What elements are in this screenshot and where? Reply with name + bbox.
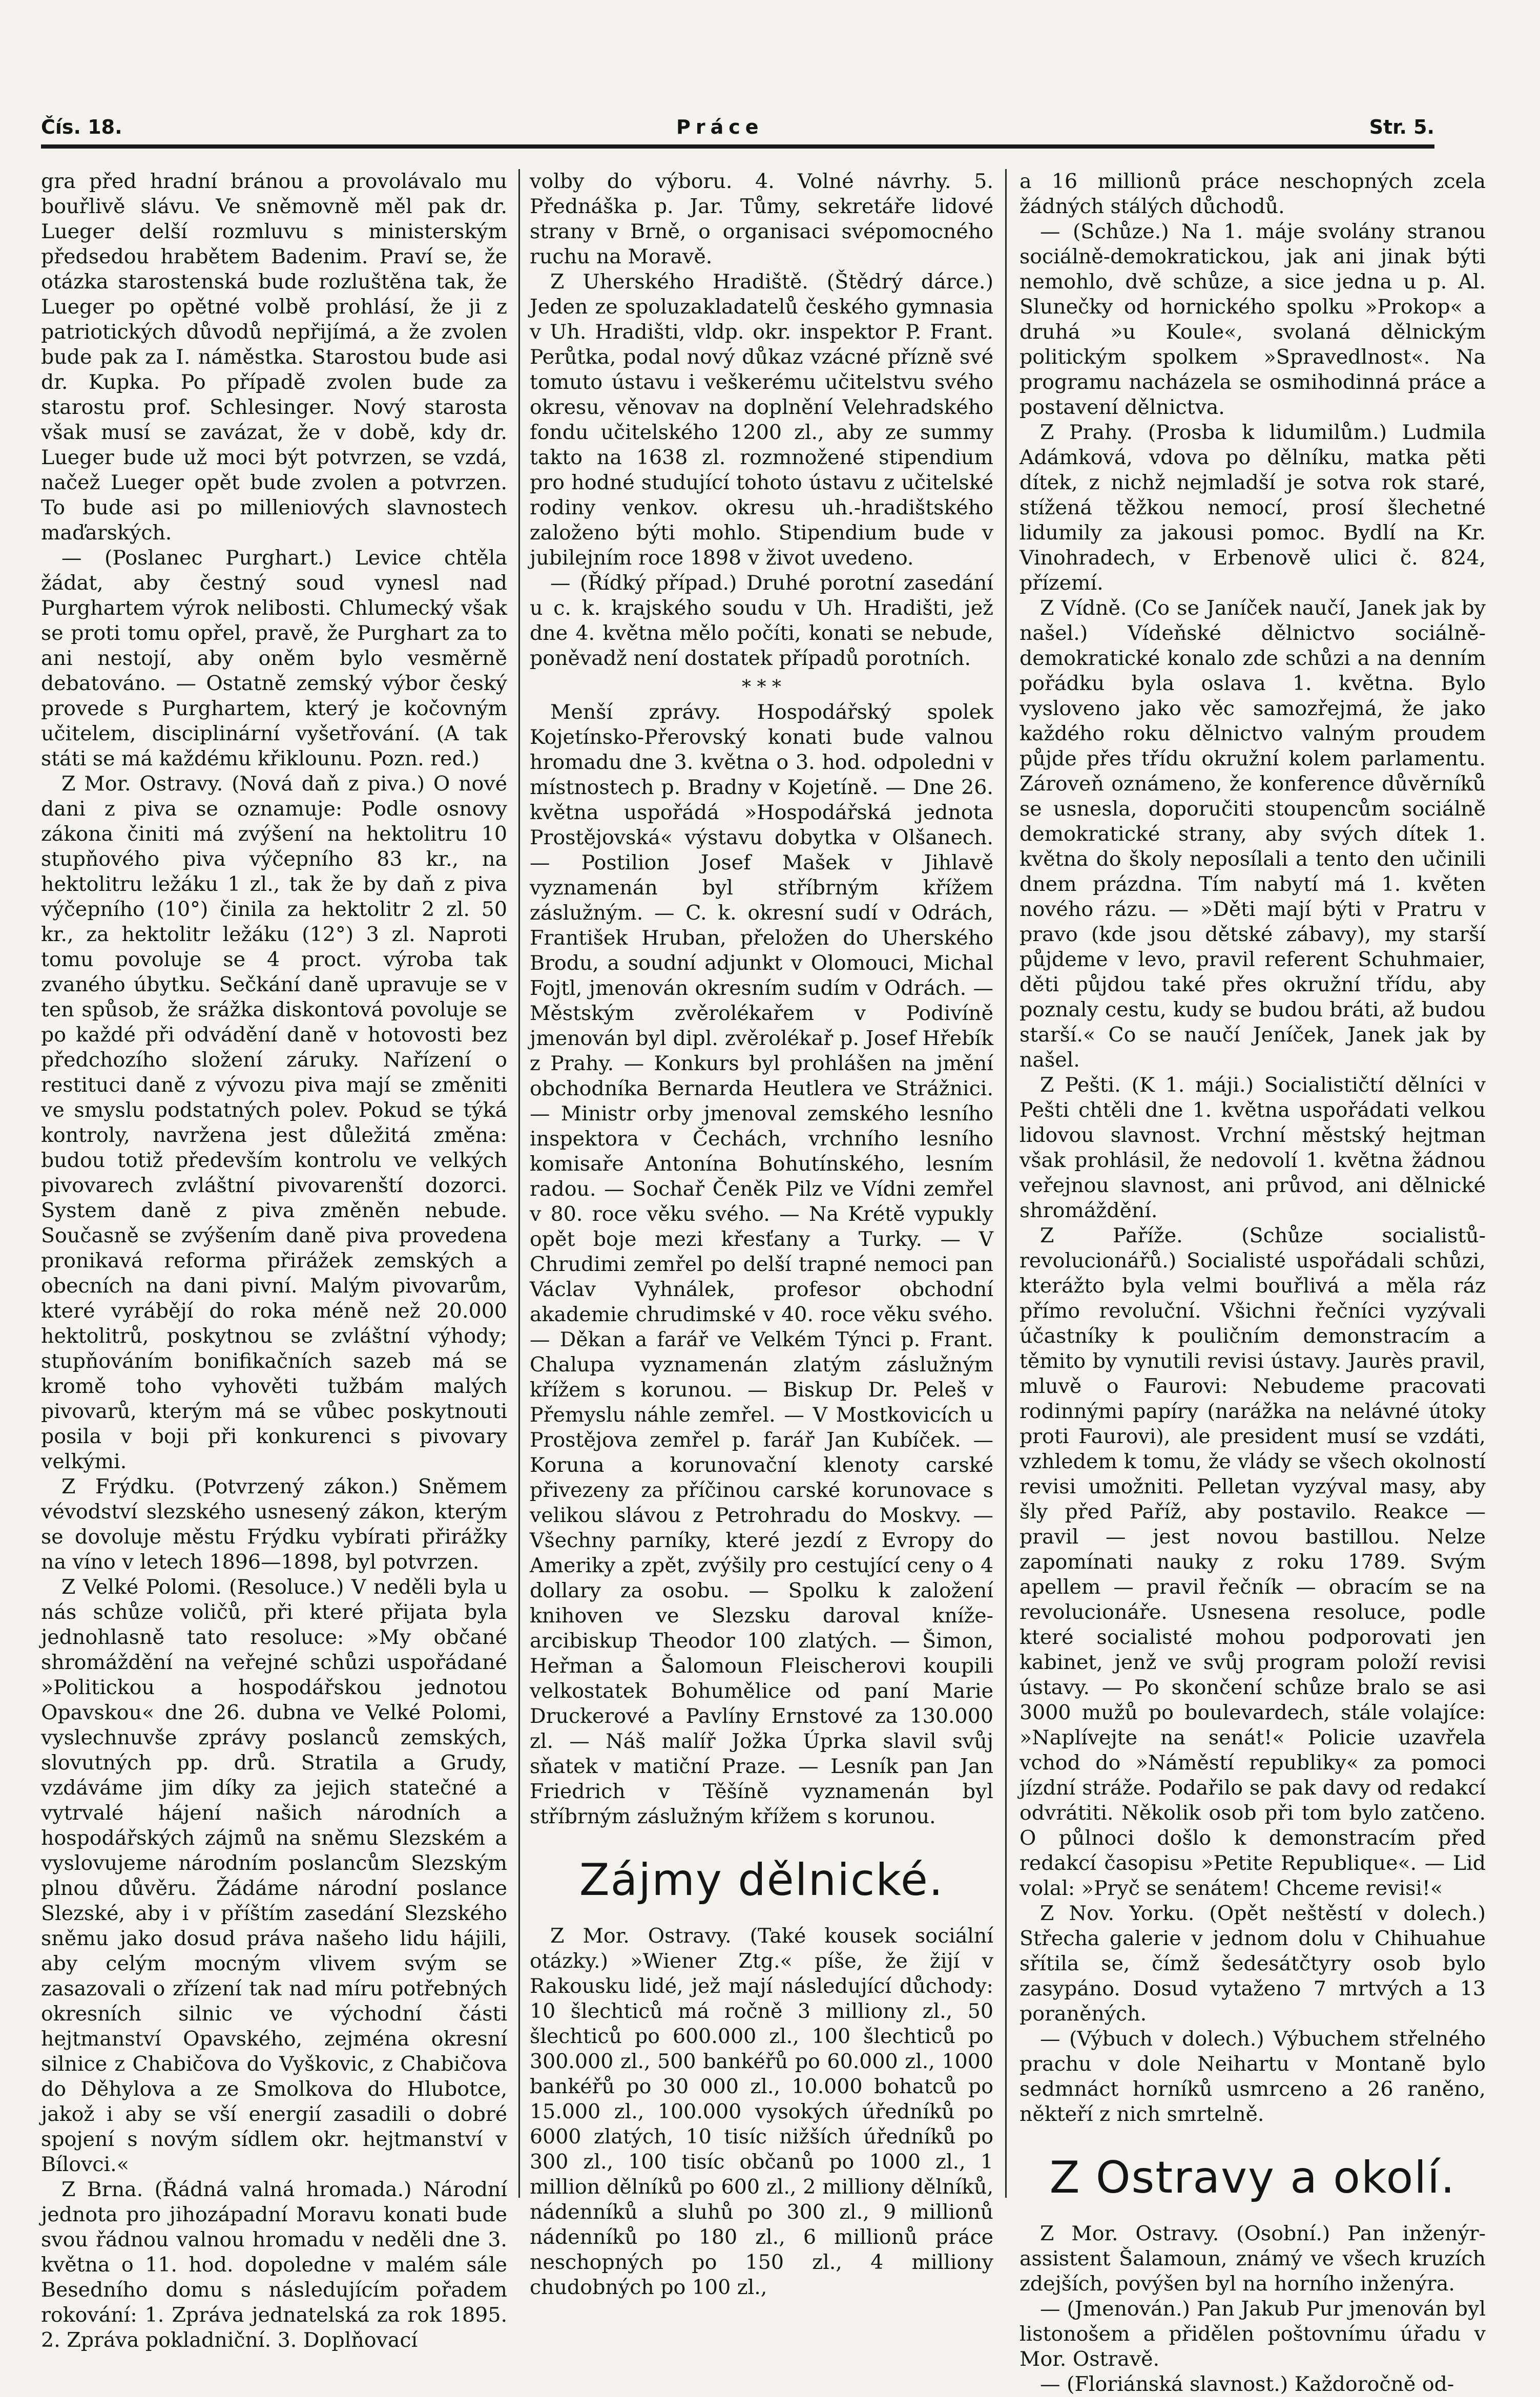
page-header [41,113,1434,143]
article-paragraph: — (Výbuch v dolech.) Výbuchem střelného prachu v dole Neihartu v Montaně bylo sedmnáct horníků usmrceno a 26 raněno, někteří z nich smrtelně. [1019,2027,1486,2126]
article-paragraph: Z Prahy. (Prosba k lidumilům.) Ludmila Adámková, vdova po dělníku, matka pěti dítek, z nichž nejmladší je sotva rok staré, stížená těžkou nemocí, prosí šlechetné lidumily za jakousi pomoc. Bydlí na Kr. Vinohradech, v Erbenově ulici č. 824, přízemí. [1019,421,1486,595]
article-paragraph: — (Poslanec Purghart.) Levice chtěla žádat, aby čestný soud vynesl nad Purghartem výrok nelibosti. Chlumecký však se proti tomu opřel, pravě, že Purghart za to ani nestojí, aby oněm bylo vesměrně debatováno. — Ostatně zemský výbor český provede s Purghartem, který je kočovným učitelem, disciplinární vyšetřování. (A tak státi se má každému křiklounu. Pozn. red.) [41,546,507,770]
article-paragraph: Z Frýdku. (Potvrzený zákon.) Sněmem vévodství slezského usnesený zákon, kterým se dovoluje městu Frýdku vybírati přirážky na víno v letech 1896—1898, byl potvrzen. [41,1475,507,1574]
article-paragraph: Z Velké Polomi. (Resoluce.) V neděli byla u nás schůze voličů, při které přijata byla jednohlasně tato resoluce: »My občané shromáždění na veřejné schůzi uspořádané »Politickou a hospodářskou jednotou Opavskou« dne 26. dubna ve Velké Polomi, vyslechnuvše zprávy poslanců zemských, slovutných pp. drů. Stratila a Grudy, vzdáváme jim díky za jejich statečné a vytrvalé hájení našich národních a hospodářských zájmů na sněmu Slezském a vyslovujeme národním poslancům Slezským plnou důvěru. Žádáme národní poslance Slezské, aby i v příštím zasedání Slezského sněmu jako dosud práva našeho lidu hájili, aby celým mocným vlivem svým se zasazovali o zřízení tak nad míru potřebných okresních silnic ve východní části hejtmanství Opavského, zejména okresní silnice z Chabičova do Vyškovic, z Chabičova do Děhylova a ze Smolkova do Hlubotce, jakož i aby se vší energií zasadili o dobré spojení s novým sídlem okr. hejtmanství v Bílovci.« [41,1575,507,2176]
article-paragraph: Z Mor. Ostravy. (Také kousek sociální otázky.) »Wiener Ztg.« píše, že žijí v Rakousku lidé, jež mají následující důchody: 10 šlechticů má ročně 3 milliony zl., 50 šlechticů po 600.000 zl., 100 šlechticů po 300.000 zl., 500 bankéřů po 60.000 zl., 1000 bankéřů po 30 000 zl., 10.000 bohatců po 15.000 zl., 100.000 vysokých úředníků po 6000 zlatých, 10 tisíc nižších úředníků po 300 zl., 100 tisíc občanů po 1000 zl., 1 million dělníků po 600 zl., 2 milliony dělníků, nádenníků a sluhů po 300 zl., 9 millionů nádenníků po 180 zl., 6 millionů práce neschopných po 150 zl., 4 milliony chudobných po 100 zl., [530,1924,993,2299]
article-paragraph: Menší zprávy. Hospodářský spolek Kojetínsko-Přerovský konati bude valnou hromadu dne 3. května o 3. hod. odpoledni v místnostech p. Bradny v Kojetíně. — Dne 26. května uspořádá »Hospodářská jednota Prostějovská« výstavu dobytka v Olšanech. — Postilion Josef Mašek v Jihlavě vyznamenán byl stříbrným křížem záslužným. — C. k. okresní sudí v Odrách, František Hruban, přeložen do Uherského Brodu, a soudní adjunkt v Olomouci, Michal Fojtl, jmenován okresním sudím v Odrách. — Městským zvěrolékařem v Podivíně jmenován byl dipl. zvěrolékař p. Josef Hřebík z Prahy. — Konkurs byl prohlášen na jmění obchodníka Bernarda Heutlera ve Strážnici. — Ministr orby jmenoval zemského lesního inspektora v Čechách, vrchního lesního komisaře Antonína Bohutínského, lesním radou. — Sochař Čeněk Pilz ve Vídni zemřel v 80. roce věku svého. — Na Krétě vypukly opět boje mezi křesťany a Turky. — V Chrudimi zemřel po delší trapné nemoci pan Václav Vyhnálek, profesor obchodní akademie chrudimské v 40. roce věku svého. — Děkan a farář ve Velkém Týnci p. Frant. Chalupa vyznamenán zlatým záslužným křížem s korunou. — Biskup Dr. Peleš v Přemyslu náhle zemřel. — V Mostkovicích u Prostějova zemřel p. farář Jan Kubíček. — Koruna a korunovační klenoty carské přivezeny za příčinou carské korunovace s velikou slávou z Petrohradu do Moskvy. — Všechny parníky, které jezdí z Evropy do Ameriky a zpět, zvýšily pro cestující ceny o 4 dollary za osobu. — Spolku k založení knihoven ve Slezsku daroval kníže-arcibiskup Theodor 100 zlatých. — Šimon, Heřman a Šalomoun Fleischerovi koupili velkostatek Bohumělice od paní Marie Druckerové a Pavlíny Ernstové za 130.000 zl. — Náš malíř Jožka Úprka slavil svůj sňatek v matiční Praze. — Lesník pan Jan Friedrich v Těšíně vyznamenán byl stříbrným záslužným křížem s korunou. [530,700,993,1828]
issue-number: Čís. 18. [41,116,122,138]
header-rule [41,144,1434,149]
article-paragraph: — (Schůze.) Na 1. máje svolány stranou sociálně-demokratickou, jak ani jinak býti nemohlo, dvě schůze, a sice jedna u p. Al. Slunečky od hornického spolku »Prokop« a druhá »u Koule«, svolaná dělnickým politickým spolkem »Spravedlnost«. Na programu nacházela se osmihodinná práce a postavení dělnictva. [1019,220,1486,419]
article-paragraph: Z Brna. (Řádná valná hromada.) Národní jednota pro jihozápadní Moravu konati bude svou řádnou valnou hromadu v neděli dne 3. května o 11. hod. dopoledne v malém sále Besedního domu s následujícím pořadem rokování: 1. Zpráva jednatelská za rok 1895. 2. Zpráva pokladniční. 3. Doplňovací [41,2178,507,2352]
section-heading: Z Ostravy a okolí. [1049,2152,1456,2203]
article-paragraph: Z Nov. Yorku. (Opět neštěstí v dolech.) Střecha galerie v jednom dolu v Chihuahue sřítila se, čímž šedesátčtyry osob bylo zasypáno. Dosud vytaženo 7 mrtvých a 13 poraněných. [1019,1902,1486,2026]
article-paragraph: Z Uherského Hradiště. (Štědrý dárce.) Jeden ze spoluzakladatelů českého gymnasia v Uh. Hradišti, vldp. okr. inspektor P. Frant. Perůtka, podal nový důkaz vzácné přízně své tomuto ústavu i veškerému učitelstvu svého okresu, věnovav na doplnění Velehradského fondu učitelského 1200 zl., aby ze summy takto na 1638 zl. rozmnožené stipendium pro hodné studující tohoto ústavu z učitelské rodiny venkov. okresu uh.-hradištského založeno býti mohlo. Stipendium bude v jubilejním roce 1898 v život uvedeno. [530,270,993,570]
article-paragraph: gra před hradní bránou a provolávalo mu bouřlivě slávu. Ve sněmovně měl pak dr. Lueger delší rozmluvu s ministerským předsedou hrabětem Badenim. Praví se, že otázka starostenská bude rozluštěna tak, že Lueger po opětné volbě prohlásí, že ji z patriotických důvodů nepřijímá, a že zvolen bude pak za I. náměstka. Starostou bude asi dr. Kupka. Po případě zvolen bude za starostu prof. Schlesinger. Nový starosta však musí se zavázat, že v době, kdy dr. Lueger bude už moci být potvrzen, se vzdá, načež Lueger opět bude zvolen a potvrzen. To bude asi po milleniových slavnostech maďarských. [41,170,507,545]
article-paragraph: Z Pešti. (K 1. máji.) Socialističtí dělníci v Pešti chtěli dne 1. května uspořádati velkou lidovou slavnost. Vrchní městský hejtman však prohlásil, že nedovolí 1. května žádnou veřejnou slavnost, ani průvod, ani dělnické shromáždění. [1019,1073,1486,1222]
column-divider [518,169,520,2198]
article-paragraph: Z Mor. Ostravy. (Osobní.) Pan inženýr-assistent Šalamoun, známý ve všech kruzích zdejších, povýšen byl na horního inženýra. [1019,2222,1486,2296]
article-paragraph: Z Mor. Ostravy. (Nová daň z piva.) O nové dani z piva se oznamuje: Podle osnovy zákona činiti má zvýšení na hektolitru 10 stupňového piva výčepního 83 kr., na hektolitru ležáku 1 zl., tak že by daň z piva výčepního (10°) činila za hektolitr 2 zl. 50 kr., za hektolitr ležáku (12°) 3 zl. Naproti tomu povoluje se 4 proct. výroba tak zvaného úbytku. Sečkání daně upravuje se v ten spůsob, že srážka diskontová povoluje se po každé při odvádění daně v hotovosti bez předchozího složení záruky. Nařízení o restituci daně z vývozu piva mají se změniti ve smyslu podstatných polev. Pokud se týká kontroly, navržena jest důležitá změna: budou totiž především kontrolu ve velkých pivovarech zvláštní pivovarenští dozorci. System daně z piva změněn nebude. Současně se zvýšením daně piva provedena pronikavá reforma přirážek zemských a obecních na dani pivní. Malým pivovarům, které vyrábějí do roka méně než 20.000 hektolitrů, poskytnou se zvláštní výhody; stupňováním bonifikačních sazeb má se kromě toho vyhověti tužbám malých pivovarů, kterým má se vůbec poskytnouti posila v boji při konkurenci s pivovary velkými. [41,772,507,1473]
article-paragraph: — (Řídký případ.) Druhé porotní zasedání u c. k. krajského soudu v Uh. Hradišti, jež dne 4. května mělo počíti, konati se nebude, poněvadž není dostatek případů porotních. [530,571,993,670]
column-2 [530,169,993,2299]
newspaper-title: Práce [676,116,764,138]
article-paragraph: Z Vídně. (Co se Janíček naučí, Janek jak by našel.) Vídeňské dělnictvo sociálně-demokratické konalo zde schůzi a na denním pořádku byla oslava 1. května. Bylo vysloveno jako věc samozřejmá, že jako každého roku dělnictvo valným proudem půjde přes třídu okružní kolem parlamentu. Zároveň oznámeno, že konference důvěrníků se usnesla, doporučiti stoupencům sociálně demokratické strany, aby svých dítek 1. května do školy neposílali a tento den učinili dnem prázdna. Tím nabytí má 1. květen nového rázu. — »Děti mají býti v Pratru v pravo (kde jsou dětské zábavy), my starší půjdeme v levo, pravil referent Schuhmaier, děti půjdou také přes okružní třídu, aby poznaly cestu, kudy se budou bráti, až budou starší.« Co se naučí Jeníček, Janek jak by našel. [1019,596,1486,1072]
column-3 [1019,169,1486,2396]
page-number: Str. 5. [1369,116,1434,138]
article-paragraph: a 16 millionů práce neschopných zcela žádných stálých důchodů. [1019,170,1486,218]
column-divider [1005,169,1007,2198]
section-heading: Zájmy dělnické. [579,1854,944,1906]
article-paragraph: volby do výboru. 4. Volné návrhy. 5. Přednáška p. Jar. Tůmy, sekretáře lidové strany v Brně, o organisaci svépomocného ruchu na Moravě. [530,170,993,268]
article-paragraph: — (Floriánská slavnost.) Každoročně od- [1040,2372,1454,2396]
section-separator: * * * [742,677,781,698]
article-paragraph: — (Jmenován.) Pan Jakub Pur jmenován byl listonošem a přidělen poštovnímu úřadu v Mor. Ostravě. [1019,2297,1486,2371]
column-1 [41,169,507,2352]
article-paragraph: Z Paříže. (Schůze socialistů-revolucionářů.) Socialisté uspořádali schůzi, kterážto byla velmi bouřlivá a měla ráz přímo revoluční. Všichni řečníci vyzývali účastníky k pouličním demonstracím a těmito by vynutili revisi ústavy. Jaurès pravil, mluvě o Faurovi: Nebudeme pracovati rodinnými papíry (narážka na nelávné útoky proti Faurovi), ale president musí se vzdáti, vzhledem k tomu, že vlády se všech okolností revisi umožniti. Pelletan vyzýval masy, aby šly před Paříž, aby postavilo. Reakce — pravil — jest novou bastillou. Nelze zapomínati nauky z roku 1789. Svým apellem — pravil řečník — obracím se na revolucionáře. Usnesena resoluce, podle které socialisté mohou podporovati jen kabinet, jenž ve svůj program položí revisi ústavy. — Po skončení schůze bralo se asi 3000 mužů po boulevardech, stále volajíce: »Naplívejte na senát!« Policie uzavřela vchod do »Náměstí republiky« za pomoci jízdní stráže. Podařilo se pak davy od redakcí odvrátiti. Několik osob při tom bylo zatčeno. O půlnoci došlo k demonstracím před redakcí časopisu »Petite Republique«. — Lid volal: »Pryč se senátem! Chceme revisi!« [1019,1224,1486,1900]
